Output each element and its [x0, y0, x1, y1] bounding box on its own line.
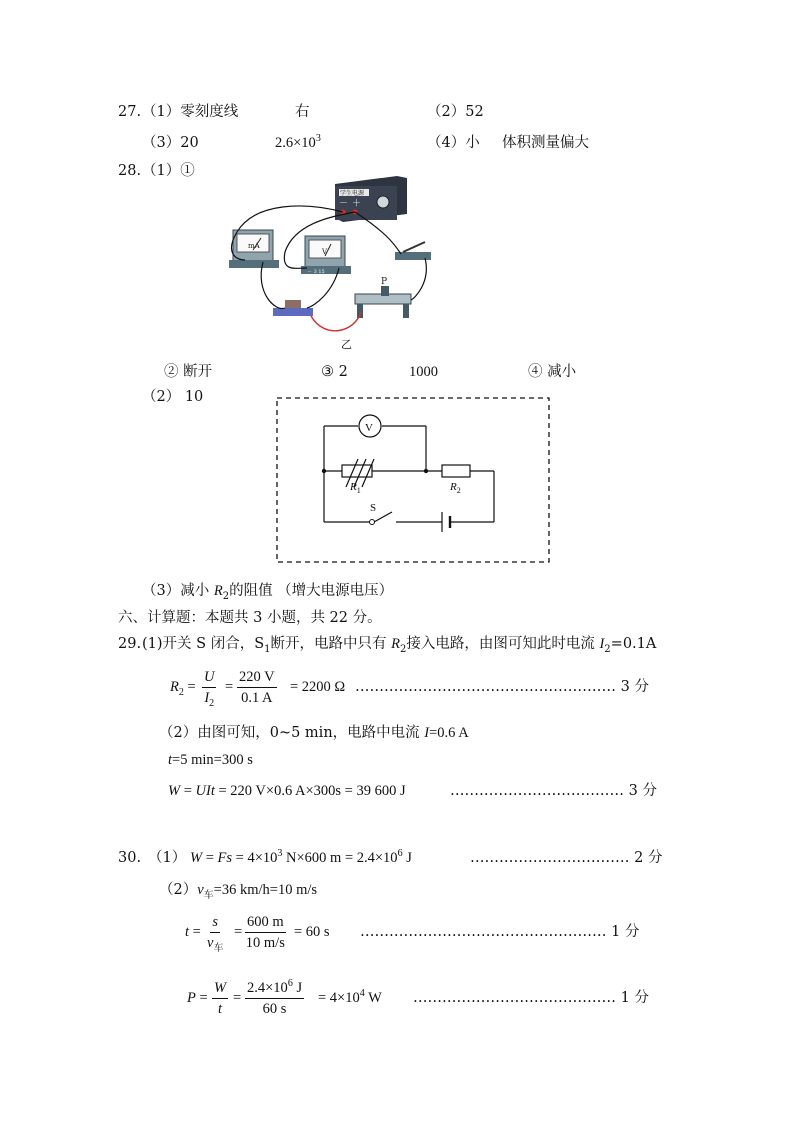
figure-caption: 乙	[341, 338, 352, 351]
q30-number: 30.	[118, 850, 142, 866]
q28-part1-3: ③ 2	[321, 364, 348, 380]
q27-part4: （4）小	[427, 135, 480, 151]
q29-eq1-lhs: $R_2$ =	[170, 679, 196, 698]
q27-number: 27.	[118, 104, 142, 120]
q27-part3-answer2: $2.6\times 10^3$	[275, 133, 321, 151]
section-heading: 六、计算题：本题共 3 小题，共 22 分。	[118, 610, 382, 626]
q30-part2: $(2)v_车=36$ km/h=10 m/s	[159, 882, 318, 901]
q28-part1-4: ④ 减小	[528, 364, 577, 380]
voltmeter	[301, 236, 351, 275]
q28-number: 28.	[118, 163, 142, 179]
q28-part2: （2） 10	[142, 389, 204, 405]
power-supply-label: 学生电源	[340, 190, 365, 197]
q29-eq2-score: ……………………………… 3 分	[450, 783, 657, 799]
svg-text:－: －	[339, 199, 349, 209]
q30-eq2-result: = 60 s	[294, 924, 330, 940]
q30-eq3-lhs: P =	[187, 990, 208, 1006]
q30-eq2-frac1: s $v_车$	[207, 914, 224, 954]
q29-number: 29.	[118, 636, 142, 652]
q30-eq3-frac1: W t	[214, 980, 227, 1017]
circuit-diagram	[276, 397, 551, 564]
q29-eq1-frac1: U $I_2$	[204, 669, 215, 709]
apparatus-illustration	[215, 172, 445, 352]
q28-part1-2: ② 断开	[164, 364, 213, 380]
q30-eq3-score: …………………………………… 1 分	[413, 990, 649, 1006]
q29-eq1-score: ……………………………………………… 3 分	[355, 679, 649, 695]
power-supply	[335, 176, 407, 222]
q29-eq1-frac2: 220 V 0.1 A	[239, 669, 275, 706]
voltmeter-symbol: V	[365, 422, 373, 434]
q29-eq2: W = UIt = 220 V×0.6 A×300s = 39 600 J	[168, 783, 406, 799]
knife-switch	[395, 242, 431, 260]
q30-eq1-score: …………………………… 2 分	[470, 850, 663, 866]
ammeter	[229, 230, 279, 268]
r2-label: $R_2$	[450, 481, 461, 495]
q28-part1-3-answer2: 1000	[409, 364, 438, 380]
svg-text:＋: ＋	[352, 199, 362, 209]
q29-time: t=5 min=300 s	[168, 752, 253, 768]
q29-intro: (1)开关 S 闭合，$S_1$断开，电路中只有 $R_2$接入电路，由图可知此时电流 $I_2=0.1A$	[142, 636, 657, 655]
q29-part2: （2）由图可知，0~5 min，电路中电流 I=0.6 A	[159, 725, 469, 741]
svg-text:V: V	[322, 248, 328, 256]
q27-part1: （1）零刻度线	[142, 104, 239, 120]
q27-part2: （2）52	[427, 104, 484, 120]
slider-label: P	[381, 277, 388, 287]
q27-part1-answer2: 右	[295, 104, 310, 120]
q30-eq2-frac2: 600 m 10 m/s	[245, 914, 285, 951]
q30-eq3-frac2: $2.4\times 10^6$ J 60 s	[247, 978, 303, 1017]
q30-eq2-lhs: t =	[185, 924, 201, 940]
q29-eq1-result: = 2200 Ω	[290, 679, 346, 695]
q30-eq1: $W = Fs = 4\times 10^3$ N×600 $m = 2.4\times 10^6$ J	[190, 848, 412, 866]
answer-page: 27. （1）零刻度线 右 （2）52 （3）20 $2.6\times 10^3$ （4）小 体积测量偏大 28. （1）① 学生电源 － ＋ mA V － 3 15 P 乙 ② 断开 ③ 2 1000 ④ 减小 （2） 10 V $R_1$ $R_2$ S （3）减小 $R_2$的阻值 （增大电源电压） 六、计算题：本题共 3 小题，共 22 分。 29. (1)开关 S 闭合，$S_1$断开，电路中只有 $R_2$接入电路，由图可知此时电流 $I_2=0.1A$ $R_2$ = U $I_2$ = 220 V 0.1 A = 2200 Ω ……………………………………………… 3 分 （2）由图可知，0~5 min，电路中电流 I=0.6 A t=5 min=300 s W = UIt = 220 V×0.6 A×300s = 39 600 J ……………………………… 3 分 30. （1） $W = Fs = 4\times 10^3$ N×600 $m = 2.4\times 10^6$ J …………………………… 2 分 $(2)v_车=36$ km/h=10 m/s t = s $v_车$ = 600 m 10 m/s = 60 s …………………………………………… 1 分 P = W t = $2.4\times 10^6$ J 60 s = $4\times 10^4$ W …………………………………… 1 分	[0, 0, 794, 1122]
q27-part3: （3）20	[142, 135, 199, 151]
q28-part3: （3）减小 $R_2$的阻值 （增大电源电压）	[142, 583, 394, 602]
switch-label: S	[370, 502, 377, 514]
q30-eq3-result: = $4\times 10^4$ W	[318, 988, 382, 1006]
r1-label: $R_1$	[350, 481, 361, 495]
rheostat	[355, 277, 411, 318]
q28-part1: （1）①	[142, 163, 195, 179]
q30-part1: （1）	[148, 850, 187, 866]
svg-text:－ 3 15: － 3 15	[307, 269, 325, 275]
q30-eq2-score: …………………………………………… 1 分	[360, 924, 640, 940]
svg-text:mA: mA	[248, 242, 260, 250]
q27-part4-answer2: 体积测量偏大	[502, 135, 589, 151]
